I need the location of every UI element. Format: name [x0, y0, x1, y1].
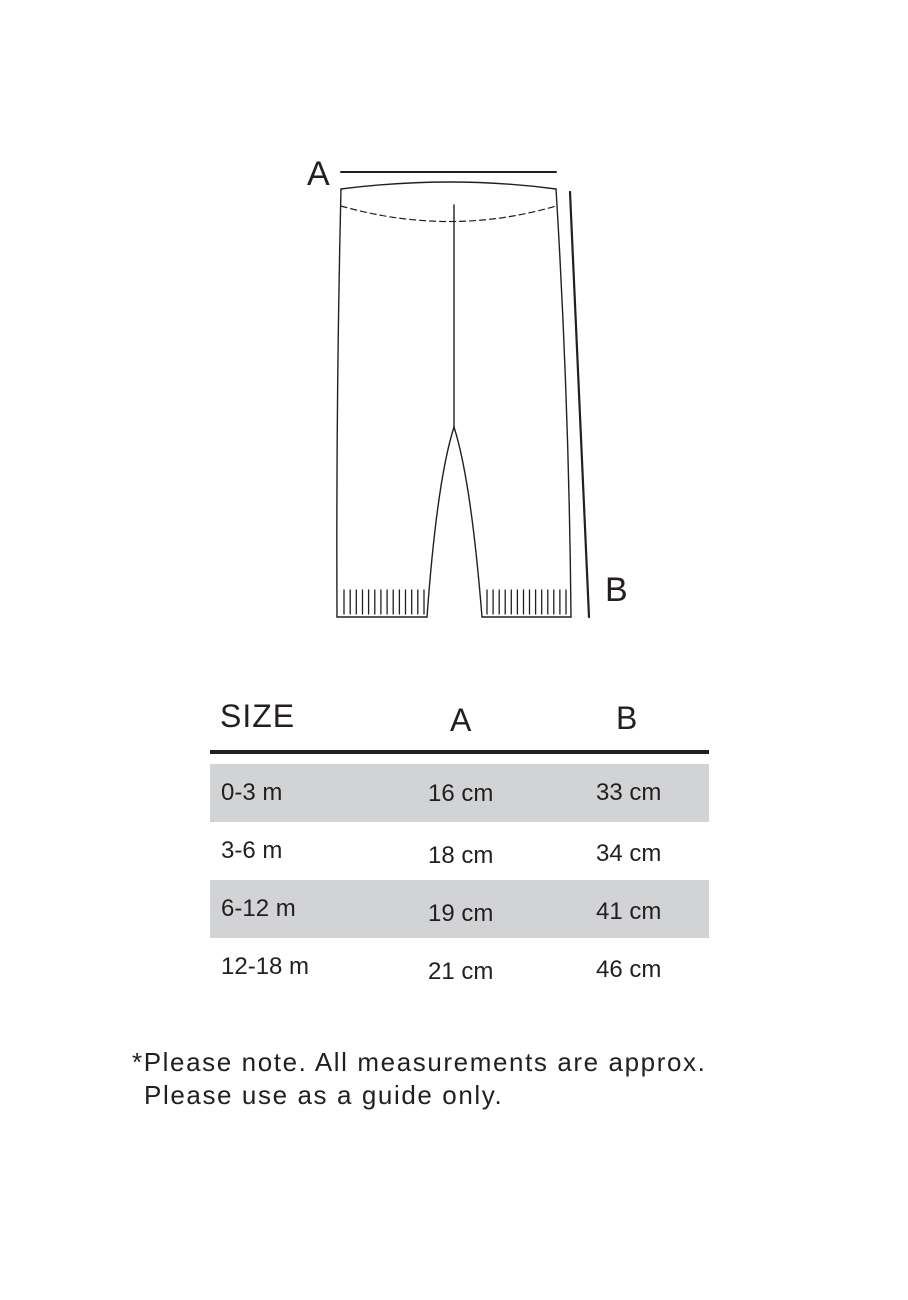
- waistband-top: [341, 182, 556, 189]
- cell-size: 6-12 m: [221, 895, 296, 922]
- size-table: [210, 690, 709, 996]
- dimension-label-a: A: [307, 155, 330, 193]
- cell-size: 0-3 m: [221, 779, 283, 806]
- outer-seam-right: [556, 189, 571, 617]
- header-size: SIZE: [220, 698, 296, 734]
- cuff-ribbing-right: [487, 590, 566, 614]
- cell-a: 19 cm: [428, 900, 494, 927]
- table-header: [210, 690, 709, 754]
- outer-seam-left: [337, 189, 341, 617]
- cell-a: 18 cm: [428, 842, 494, 869]
- cell-a: 16 cm: [428, 780, 494, 807]
- cell-b: 41 cm: [596, 898, 662, 925]
- cell-a: 21 cm: [428, 958, 494, 985]
- table-row: [210, 938, 709, 996]
- header-b: B: [616, 700, 639, 736]
- dimension-label-b: B: [605, 571, 628, 609]
- cell-size: 3-6 m: [221, 837, 283, 864]
- cuff-ribbing-left: [344, 590, 424, 614]
- cell-size: 12-18 m: [221, 953, 310, 980]
- waistband-stitch: [341, 206, 556, 222]
- table-body: [210, 764, 709, 996]
- cell-b: 34 cm: [596, 840, 662, 867]
- inseam-right: [454, 427, 482, 617]
- disclaimer-line-2: Please use as a guide only.: [144, 1080, 504, 1110]
- inseam-left: [427, 427, 454, 617]
- table-row: [210, 880, 709, 938]
- cell-b: 46 cm: [596, 956, 662, 983]
- header-a: A: [450, 702, 473, 738]
- measure-line-b: [570, 192, 589, 617]
- cell-b: 33 cm: [596, 779, 662, 806]
- disclaimer-line-1: *Please note. All measurements are approx.: [132, 1047, 707, 1077]
- table-row: [210, 822, 709, 880]
- table-row: [210, 764, 709, 822]
